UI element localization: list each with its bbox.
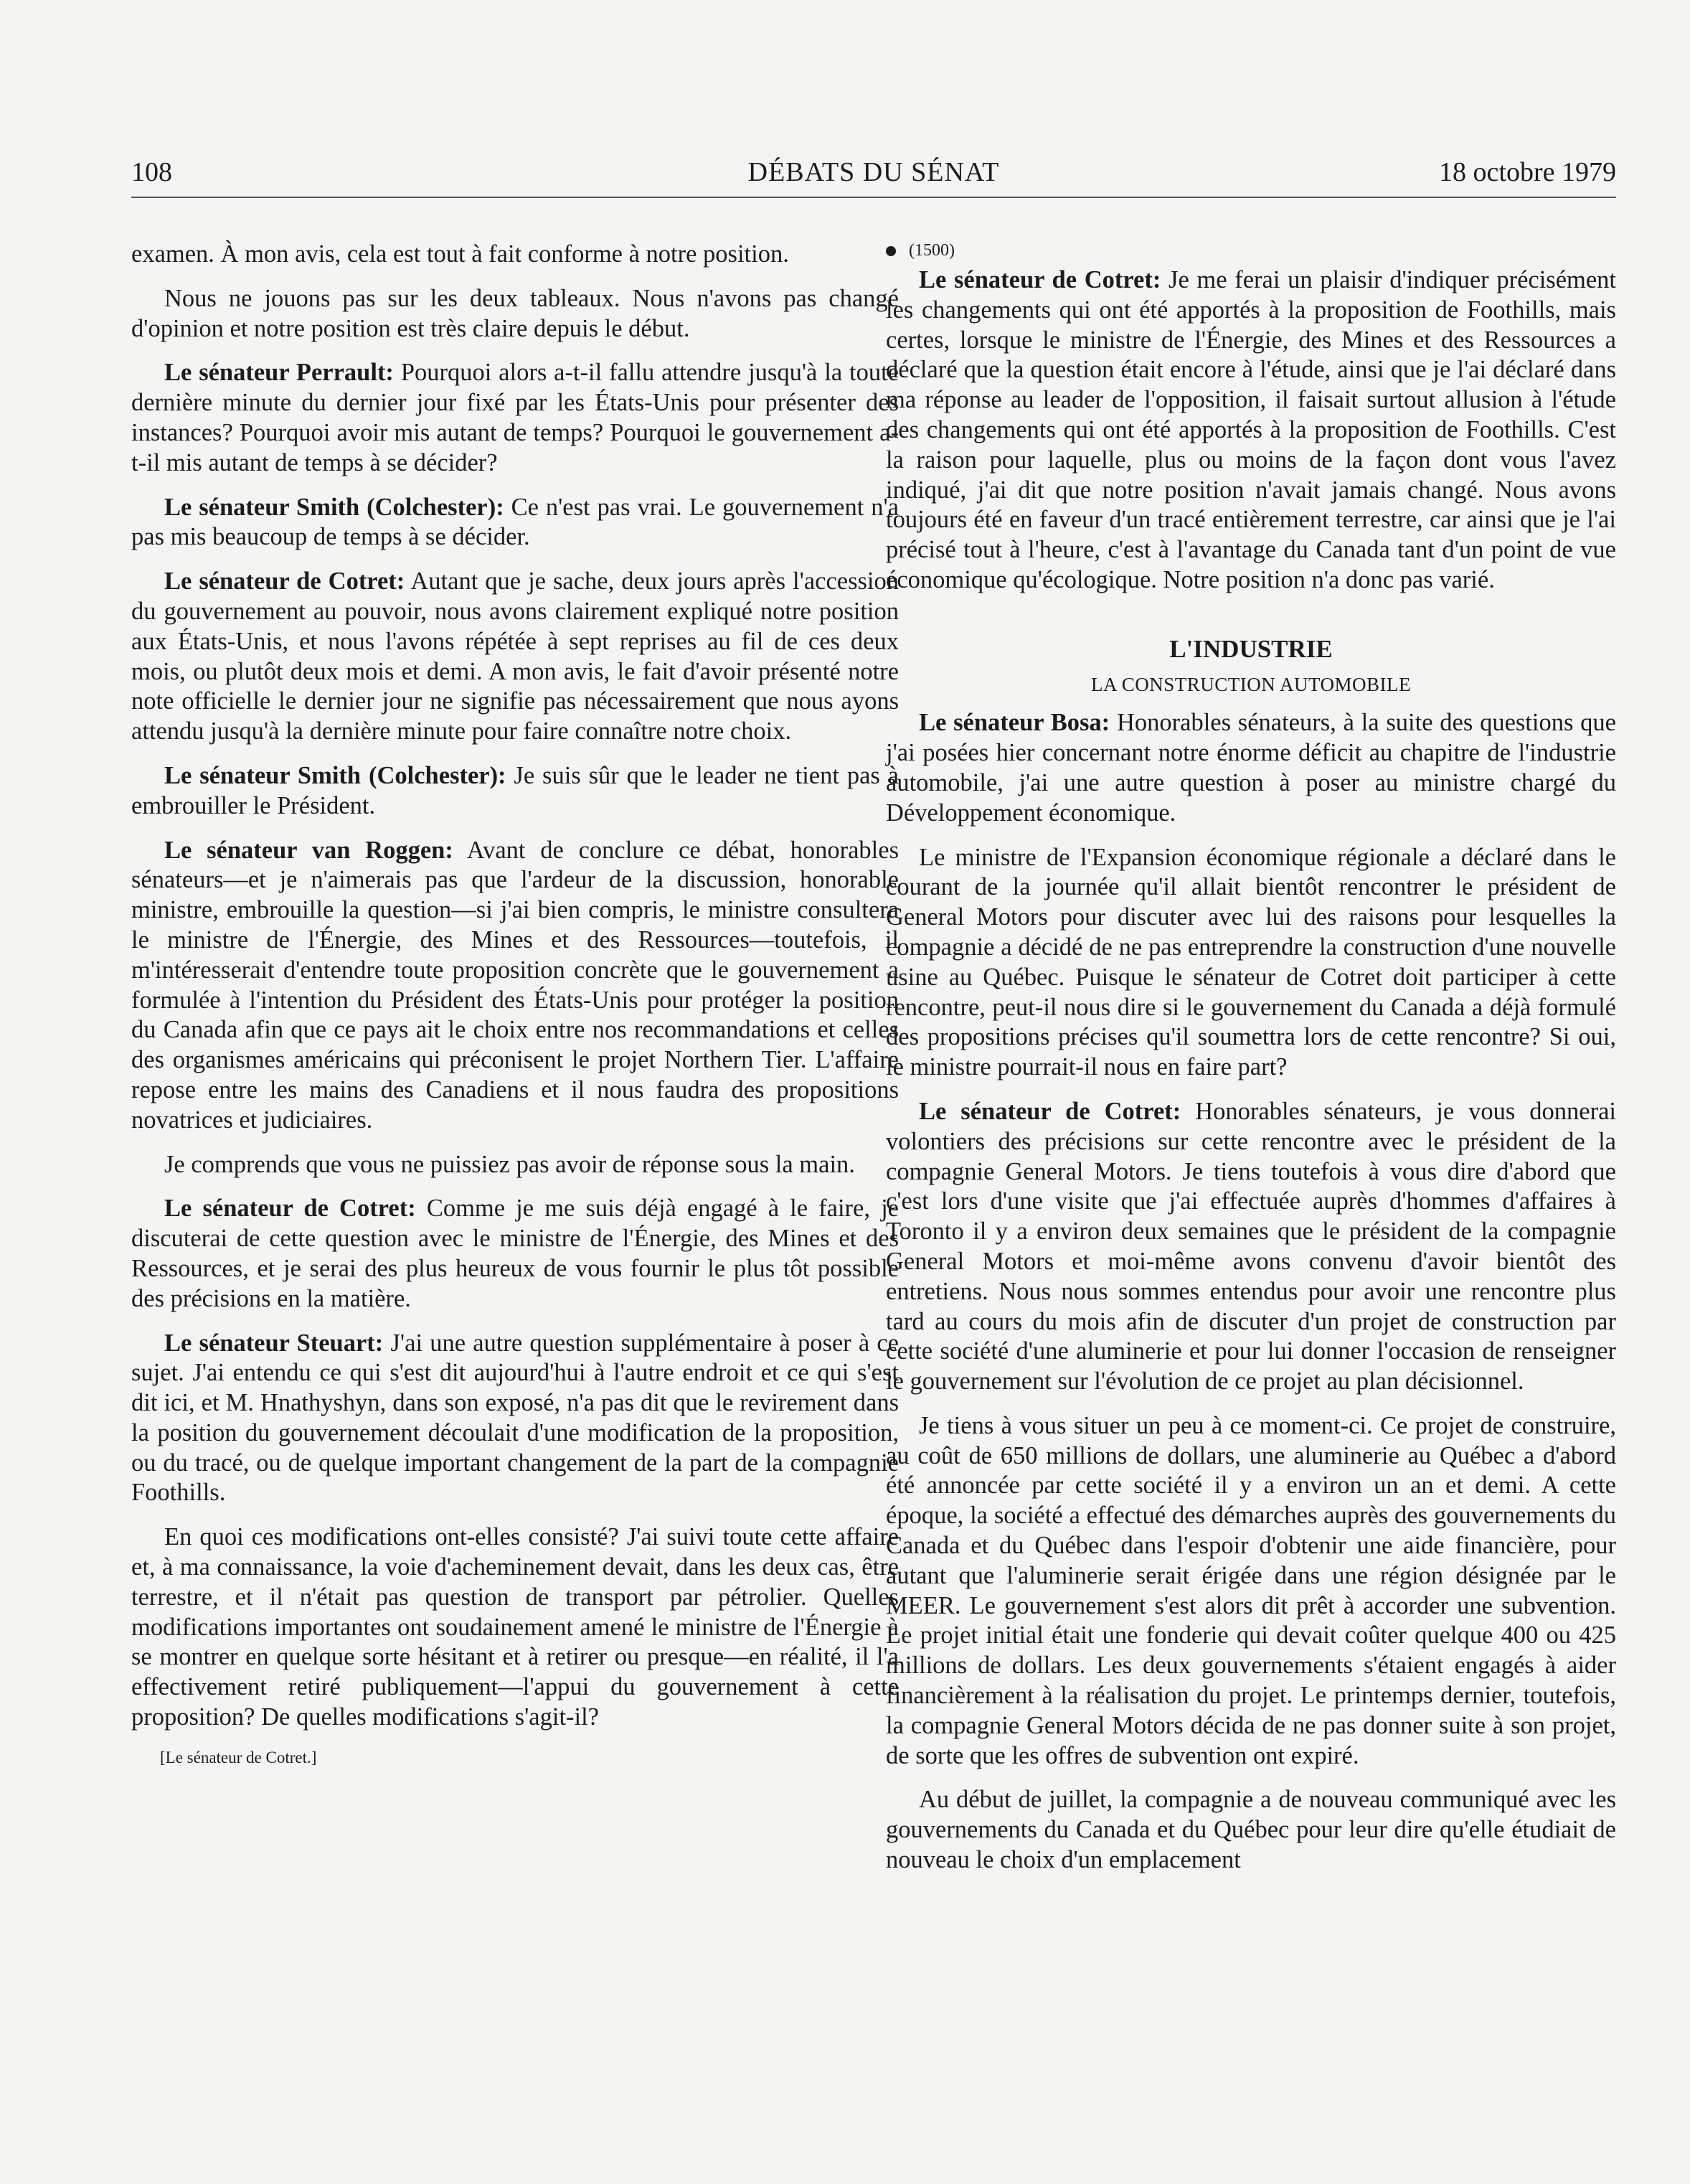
page-number: 108 bbox=[131, 157, 172, 187]
paragraph bbox=[131, 358, 899, 478]
left-column bbox=[131, 240, 899, 1769]
bullet-icon bbox=[886, 246, 896, 256]
paragraph: Le ministre de l'Expansion économique régionale a déclaré dans le courant de la journée qu'il allait bientôt rencontrer le président de General Motors pour discuter avec lui des raisons pour lesquelles la compagnie a décidé de ne pas entreprendre la construction d'une nouvelle usine au Québec. Puisque le sénateur de Cotret doit participer à cette rencontre, peut-il nous dire si le gouvernement du Canada a déjà formulé des propositions précises qu'il soumettra lors de cette rencontre? Si oui, le ministre pourrait-il nous en faire part? bbox=[886, 843, 1616, 1081]
speaker-name: Le sénateur Bosa: bbox=[919, 709, 1110, 737]
speaker-name: Le sénateur de Cotret: bbox=[164, 568, 405, 596]
speech-text: Ce n'est pas vrai. Le gouvernement n'a pas mis beaucoup de temps à se décider. bbox=[131, 493, 899, 551]
running-title: DÉBATS DU SÉNAT bbox=[747, 157, 1000, 187]
speech-text: Avant de conclure ce débat, honorables sénateurs—et je n'aimerais pas que l'ardeur de la discussion, honorable ministre, embrouille la question—si j'ai bien compris, le ministre consultera le ministre de l'Énergie, des Mines et des Ressources—toutefois, il m'intéresserait d'entendre toute proposition concrète que le gouvernement a formulée à l'intention du Président des États-Unis pour protéger la position du Canada afin que ce pays ait le choix entre nos recommandations et celles des organismes américains qui préconisent le projet Northern Tier. L'affaire repose entre les mains des Canadiens et il nous faudra des propositions novatrices et judiciaires. bbox=[131, 836, 899, 1134]
right-column bbox=[886, 240, 1616, 1890]
speech-text: J'ai une autre question supplémentaire à poser à ce sujet. J'ai entendu ce qui s'est dit aujourd'hui à l'autre endroit et ce qui s'est dit ici, et M. Hnathyshyn, dans son exposé, n'a pas dit que le revirement dans la position du gouvernement découlait d'une modification de la proposition, ou du tracé, ou de quelque important changement de la part de la compagnie Foothills. bbox=[131, 1329, 899, 1507]
page-header bbox=[131, 154, 1616, 198]
speech-text: Autant que je sache, deux jours après l'accession du gouvernement au pouvoir, nous avons clairement expliqué notre position aux États-Unis, et nous l'avons répétée à sept reprises au fil de ces deux mois, ou plutôt deux mois et demi. A mon avis, le fait d'avoir présenté notre note officielle le dernier jour ne signifie pas nécessairement que nous ayons attendu jusqu'à la dernière minute pour faire connaître notre choix. bbox=[131, 568, 900, 745]
speech-text: Honorables sénateurs, je vous donnerai volontiers des précisions sur cette rencontre avec le président de la compagnie General Motors. Je tiens toutefois à vous dire d'abord que c'est lors d'une visite que j'ai effectuée auprès d'hommes d'affaires à Toronto il y a environ deux semaines que le président de la compagnie General Motors et moi-même avons convenu d'avoir bientôt des entretiens. Nous nous sommes entendus pour avoir une rencontre plus tard au cours du mois afin de discuter d'un projet de construction par cette société d'une aluminerie et pour lui donner l'occasion de renseigner le gouvernement sur l'évolution de ce projet au plan décisionnel. bbox=[886, 1097, 1616, 1395]
time-label: (1500) bbox=[909, 241, 955, 260]
speaker-name: Le sénateur Smith (Colchester): bbox=[164, 493, 504, 521]
paragraph bbox=[131, 1194, 899, 1314]
speech-text: Je suis sûr que le leader ne tient pas à embrouiller le Président. bbox=[131, 761, 899, 819]
speaker-name: Le sénateur de Cotret: bbox=[164, 1195, 416, 1223]
speaker-name: Le sénateur de Cotret: bbox=[919, 1097, 1181, 1125]
speaker-name: Le sénateur van Roggen: bbox=[164, 836, 453, 864]
paragraph bbox=[131, 761, 899, 822]
paragraph bbox=[131, 493, 899, 553]
paragraph: Au début de juillet, la compagnie a de nouveau communiqué avec les gouvernements du Canada et du Québec pour leur dire qu'elle étudiait de nouveau le choix d'un emplacement bbox=[886, 1786, 1616, 1874]
paragraph: Je comprends que vous ne puissiez pas avoir de réponse sous la main. bbox=[164, 1150, 855, 1178]
paragraph bbox=[886, 265, 1616, 596]
paragraph: En quoi ces modifications ont-elles consisté? J'ai suivi toute cette affaire et, à ma connaissance, la voie d'acheminement devait, dans les deux cas, être terrestre, et il n'était pas question de transport par pétrolier. Quelles modifications importantes ont soudainement amené le ministre de l'Énergie à se montrer en quelque sorte hésitant et à retirer ou presque—en réalité, il l'a effectivement retiré publiquement—l'appui du gouvernement à cette proposition? De quelles modifications s'agit-il? bbox=[131, 1523, 899, 1731]
paragraph bbox=[886, 708, 1616, 828]
issue-date: 18 octobre 1979 bbox=[1439, 157, 1616, 187]
speech-text: Comme je me suis déjà engagé à le faire, je discuterai de cette question avec le ministre de l'Énergie, des Mines et des Ressources, et je serai des plus heureux de vous fournir le plus tôt possible des précisions en la matière. bbox=[131, 1195, 899, 1312]
speech-text: Je me ferai un plaisir d'indiquer précisément les changements qui ont été apportés à la proposition de Foothills, mais certes, lorsque le ministre de l'Énergie, des Mines et des Ressources a déclaré que la question était encore à l'étude, ainsi que je l'ai déclaré dans ma réponse au leader de l'opposition, il faisait surtout allusion à l'étude des changements qui ont été apportés à la proposition de Foothills. C'est la raison pour laquelle, plus ou moins de la façon dont vous l'avez indiqué, j'ai dit que notre position n'avait jamais changé. Nous avons toujours été en faveur d'un tracé entièrement terrestre, car ainsi que je l'ai précisé tout à l'heure, c'est à l'avantage du Canada tant d'un point de vue économique qu'écologique. Notre position n'a donc pas varié. bbox=[886, 266, 1616, 593]
time-marker bbox=[886, 240, 1616, 261]
paragraph bbox=[131, 1329, 899, 1509]
speech-text: Pourquoi alors a-t-il fallu attendre jusqu'à la toute dernière minute du dernier jour fixé par les États-Unis pour présenter des instances? Pourquoi avoir mis autant de temps? Pourquoi le gouvernement a-t-il mis autant de temps à se décider? bbox=[131, 359, 899, 476]
paragraph: examen. À mon avis, cela est tout à fait conforme à notre position. bbox=[131, 240, 789, 268]
section-title: L'INDUSTRIE bbox=[1169, 634, 1333, 663]
speaker-name: Le sénateur Smith (Colchester): bbox=[164, 761, 506, 789]
paragraph bbox=[131, 567, 899, 747]
paragraph bbox=[886, 1097, 1616, 1397]
paragraph bbox=[131, 836, 899, 1136]
speaker-name: Le sénateur Steuart: bbox=[164, 1329, 384, 1357]
speech-text: Honorables sénateurs, à la suite des questions que j'ai posées hier concernant notre énorme déficit au chapitre de l'industrie automobile, j'ai une autre question à poser au ministre chargé du Développement économique. bbox=[886, 709, 1616, 827]
footnote: [Le sénateur de Cotret.] bbox=[160, 1748, 317, 1766]
paragraph: Nous ne jouons pas sur les deux tableaux. Nous n'avons pas changé d'opinion et notre position est très claire depuis le début. bbox=[131, 284, 899, 342]
speaker-name: Le sénateur Perrault: bbox=[164, 359, 394, 387]
section-subtitle: LA CONSTRUCTION AUTOMOBILE bbox=[1090, 673, 1411, 695]
speaker-name: Le sénateur de Cotret: bbox=[919, 266, 1161, 293]
paragraph: Je tiens à vous situer un peu à ce moment-ci. Ce projet de construire, au coût de 650 millions de dollars, une aluminerie au Québec a d'abord été annoncée par cette société il y a environ un an et demi. A cette époque, la société a effectué des démarches auprès des gouvernements du Canada et du Québec dans l'espoir d'obtenir une aide financière, pour autant que l'aluminerie serait érigée dans une région désignée par le MEER. Le gouvernement s'est alors dit prêt à accorder une subvention. Le projet initial était une fonderie qui devait coûter quelque 400 ou 425 millions de dollars. Les deux gouvernements s'étaient engagés à aider financièrement à la réalisation du projet. Le printemps dernier, toutefois, la compagnie General Motors décida de ne pas donner suite à son projet, de sorte que les offres de subvention ont expiré. bbox=[886, 1411, 1616, 1769]
